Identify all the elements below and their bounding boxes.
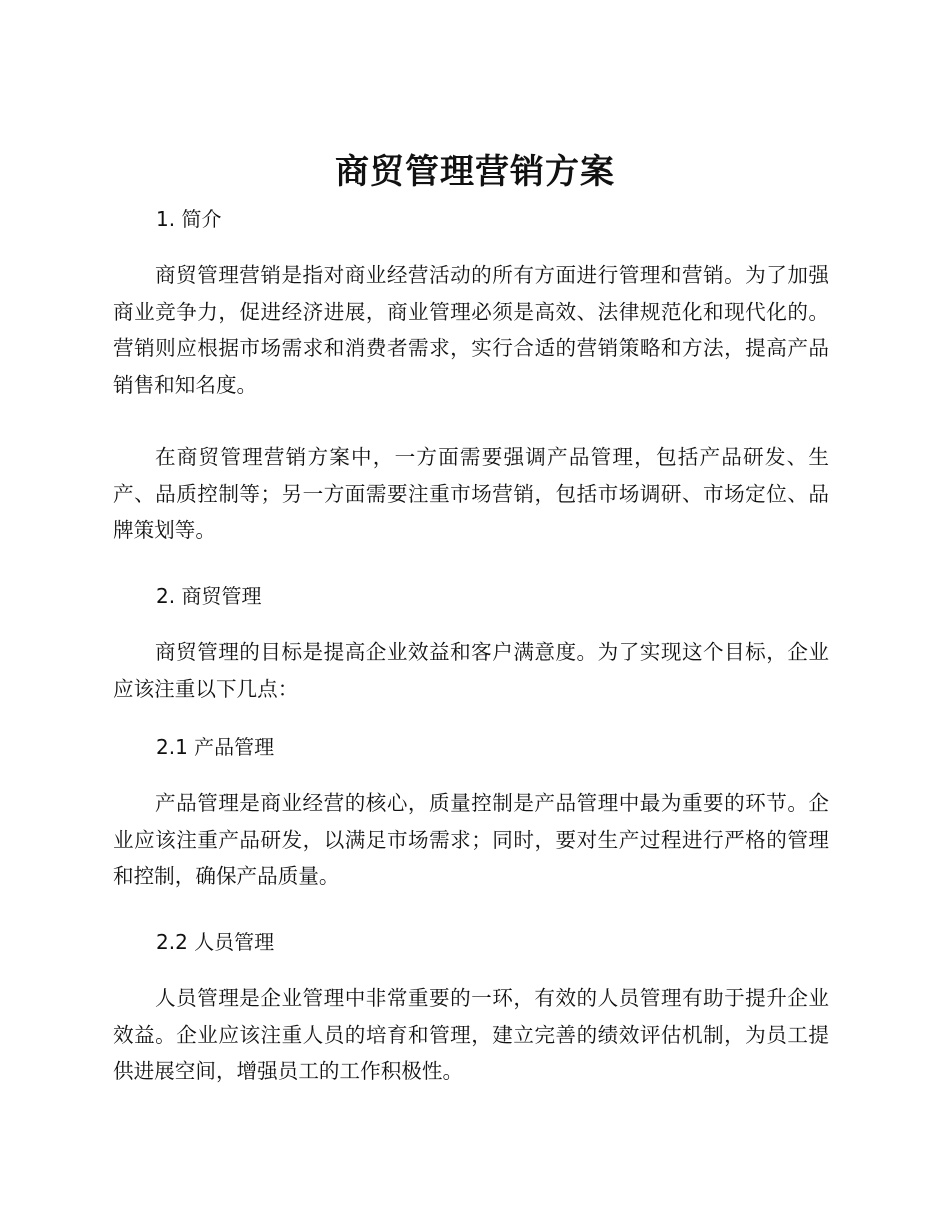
paragraph-introduction-2: 在商贸管理营销方案中，一方面需要强调产品管理，包括产品研发、生产、品质控制等；另一方面需要注重市场营销，包括市场调研、市场定位、品牌策划等。 (113, 445, 829, 542)
section-heading-personnel-management: 2.2 人员管理 (156, 930, 275, 954)
section-heading-trade-management: 2. 商贸管理 (156, 584, 262, 608)
section-heading-product-management: 2.1 产品管理 (156, 735, 275, 759)
section-heading-introduction: 1. 简介 (156, 207, 222, 231)
paragraph-trade-management: 商贸管理的目标是提高企业效益和客户满意度。为了实现这个目标，企业应该注重以下几点： (113, 640, 829, 701)
paragraph-personnel-management: 人员管理是企业管理中非常重要的一环，有效的人员管理有助于提升企业效益。企业应该注重人员的培育和管理，建立完善的绩效评估机制，为员工提供进展空间，增强员工的工作积极性。 (113, 986, 829, 1083)
document-title: 商贸管理营销方案 (335, 152, 615, 192)
paragraph-introduction-1: 商贸管理营销是指对商业经营活动的所有方面进行管理和营销。为了加强商业竞争力，促进经济进展，商业管理必须是高效、法律规范化和现代化的。营销则应根据市场需求和消费者需求，实行合适的营销策略和方法，提高产品销售和知名度。 (113, 263, 829, 397)
paragraph-product-management: 产品管理是商业经营的核心，质量控制是产品管理中最为重要的环节。企业应该注重产品研发，以满足市场需求；同时，要对生产过程进行严格的管理和控制，确保产品质量。 (113, 791, 829, 888)
